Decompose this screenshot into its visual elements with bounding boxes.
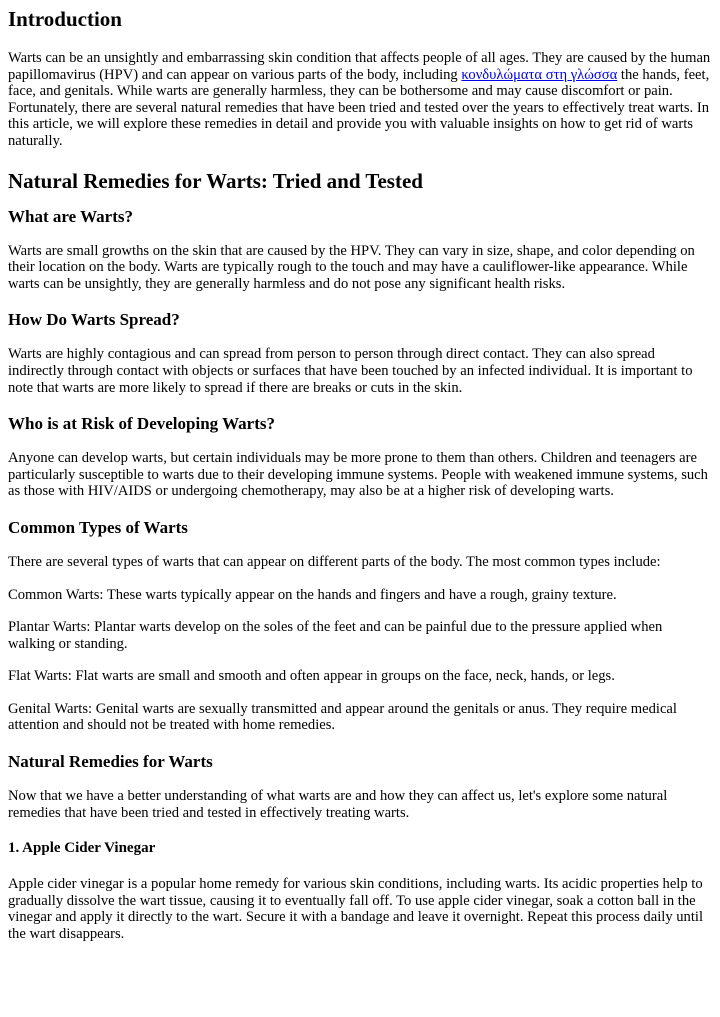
intro-text-after-link: the hands, feet, face, and genitals. While warts are generally harmless, they can be bothersome and may cause discomfort or pain. Fortunately, there are several natural remedies that have been tried and tested over the years to effectively treat warts. In this article, we will explore these remedies in detail and provide you with valuable insights on how to get rid of warts naturally.: [8, 66, 710, 149]
acv-heading: 1. Apple Cider Vinegar: [8, 840, 156, 857]
types-item-genital: Genital Warts: Genital warts are sexually transmitted and appear around the genitals or anus. They require medical attention and should not be treated with home remedies.: [8, 700, 677, 734]
article-link[interactable]: κονδυλώματα στη γλώσσα: [461, 66, 618, 83]
types-intro-paragraph: There are several types of warts that can appear on different parts of the body. The most common types include:: [8, 553, 661, 570]
remedies-heading: Natural Remedies for Warts: [8, 752, 213, 772]
types-item-plantar: Plantar Warts: Plantar warts develop on the soles of the feet and can be painful due to the pressure applied when walking or standing.: [8, 619, 663, 652]
intro-heading: Introduction: [8, 7, 122, 31]
intro-text-before-link: Warts can be an unsightly and embarrassing skin condition that affects people of all ages. They are caused by the human papillomavirus (HPV) and can appear on various parts of the body, including: [8, 50, 711, 83]
types-heading: Common Types of Warts: [8, 517, 188, 537]
remedies-paragraph: Now that we have a better understanding of what warts are and how they can affect us, let's explore some natural remedies that have been tried and tested in effectively treating warts.: [8, 788, 668, 821]
risk-heading: Who is at Risk of Developing Warts?: [8, 414, 275, 434]
main-heading: Natural Remedies for Warts: Tried and Tested: [8, 168, 423, 193]
acv-paragraph: Apple cider vinegar is a popular home remedy for various skin conditions, including warts. Its acidic properties help to gradually dissolve the wart tissue, causing it to eventually fall off. To use apple cider vinegar, soak a cotton ball in the vinegar and apply it directly to the wart. Secure it with a bandage and leave it overnight. Repeat this process daily until the wart disappears.: [8, 876, 704, 943]
types-item-flat: Flat Warts: Flat warts are small and smooth and often appear in groups on the face, neck, hands, or legs.: [8, 668, 615, 685]
what-heading: What are Warts?: [8, 206, 133, 226]
intro-paragraph: [8, 50, 712, 150]
risk-paragraph: Anyone can develop warts, but certain individuals may be more prone to them than others. Children and teenagers are particularly susceptible to warts due to their developing immune systems. People with weakened immune systems, such as those with HIV/AIDS or undergoing chemotherapy, may also be at a higher risk of developing warts.: [8, 450, 708, 500]
what-paragraph: Warts are small growths on the skin that are caused by the HPV. They can vary in size, shape, and color depending on their location on the body. Warts are typically rough to the touch and may have a cauliflower-like appearance. While warts can be unsightly, they are generally harmless and do not pose any significant health risks.: [8, 242, 695, 292]
types-item-common: Common Warts: These warts typically appear on the hands and fingers and have a rough, grainy texture.: [8, 586, 617, 603]
spread-paragraph: Warts are highly contagious and can spread from person to person through direct contact. They can also spread indirectly through contact with objects or surfaces that have been touched by an infected individual. It is important to note that warts are more likely to spread if there are breaks or cuts in the skin.: [8, 346, 693, 396]
spread-heading: How Do Warts Spread?: [8, 310, 180, 330]
